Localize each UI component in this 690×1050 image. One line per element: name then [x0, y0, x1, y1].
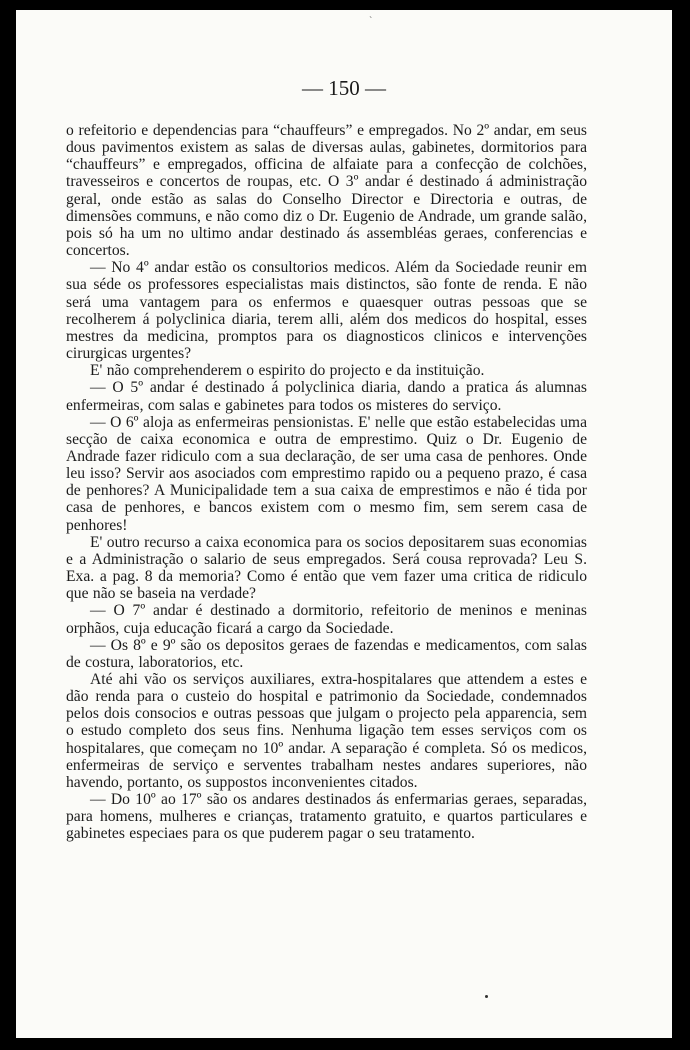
paragraph: o refeitorio e dependencias para “chauffeurs” e empregados. No 2º andar, em seus dous pavimentos existem as salas de diversas aulas, gabinetes, dormitorios para “chauffeurs” e empregados, officina de alfaiate para a confecção de colchões, travesseiros e concertos de roupas, etc. O 3º andar é destinado á administração geral, onde estão as salas do Conselho Director e Directoria e outras, de dimensões communs, e não como diz o Dr. Eugenio de Andrade, um grande salão, pois só ha um no ultimo andar destinado ás assembléas geraes, conferencias e concertos. [66, 122, 587, 260]
paragraph: — O 6º aloja as enfermeiras pensionistas. E' nelle que estão estabelecidas uma secção de caixa economica e outra de emprestimo. Quiz o Dr. Eugenio de Andrade fazer ridiculo com a sua declaração, de ser uma casa de penhores. Onde leu isso? Servir aos asociados com emprestimo rapido ou a pequeno prazo, é casa de penhores? A Municipalidade tem a sua caixa de emprestimos e não é tida por casa de penhores, e bancos existem com o mesmo fim, sem serem casa de penhores! [66, 413, 587, 534]
body-text [66, 122, 587, 843]
paragraph: — Do 10º ao 17º são os andares destinados ás enfermarias geraes, separadas, para homens, mulheres e crianças, tratamento gratuito, e quartos particulares e gabinetes especiaes para os que puderem pagar o seu tratamento. [66, 791, 587, 843]
page-mark: ˋ [369, 16, 373, 27]
paragraph: — O 7º andar é destinado a dormitorio, refeitorio de meninos e meninas orphãos, cuja educação ficará a cargo da Sociedade. [66, 602, 587, 637]
paragraph: — No 4º andar estão os consultorios medicos. Além da Sociedade reunir em sua séde os professores especialistas mais distinctos, são fonte de renda. E não será uma vantagem para os enfermos e quaesquer outras pessoas que se recolherem á polyclinica diaria, terem alli, além dos medicos do hospital, esses mestres da medicina, promptos para os diagnosticos clinicos e intervenções cirurgicas urgentes? [66, 259, 587, 363]
ink-speck [485, 995, 488, 998]
page-number: — 150 — [302, 76, 386, 100]
paragraph: E' outro recurso a caixa economica para os socios depositarem suas economias e a Administração o salario de seus empregados. Será cousa reprovada? Leu S. Exa. a pag. 8 da memoria? Como é então que vem fazer uma critica de ridiculo que não se baseia na verdade? [66, 533, 587, 603]
paragraph: E' não comprehenderem o espirito do projecto e da instituição. [90, 362, 485, 380]
paragraph: — Os 8º e 9º são os depositos geraes de fazendas e medicamentos, com salas de costura, laboratorios, etc. [66, 636, 587, 671]
book-page [16, 10, 672, 1038]
paragraph: — O 5º andar é destinado á polyclinica diaria, dando a pratica ás alumnas enfermeiras, com salas e gabinetes para todos os misteres do serviço. [66, 379, 587, 414]
paragraph: Até ahi vão os serviços auxiliares, extra-hospitalares que attendem a estes e dão renda para o custeio do hospital e patrimonio da Sociedade, condemnados pelos dois consocios e outras pessoas que julgam o projecto pela apparencia, sem o estudo completo dos seus fins. Nenhuma ligação tem esses serviços com os hospitalares, que começam no 10º andar. A separação é completa. Só os medicos, enfermeiras de serviço e serventes trabalham nestes andares superiores, não havendo, portanto, os suppostos inconvenientes citados. [66, 671, 587, 791]
